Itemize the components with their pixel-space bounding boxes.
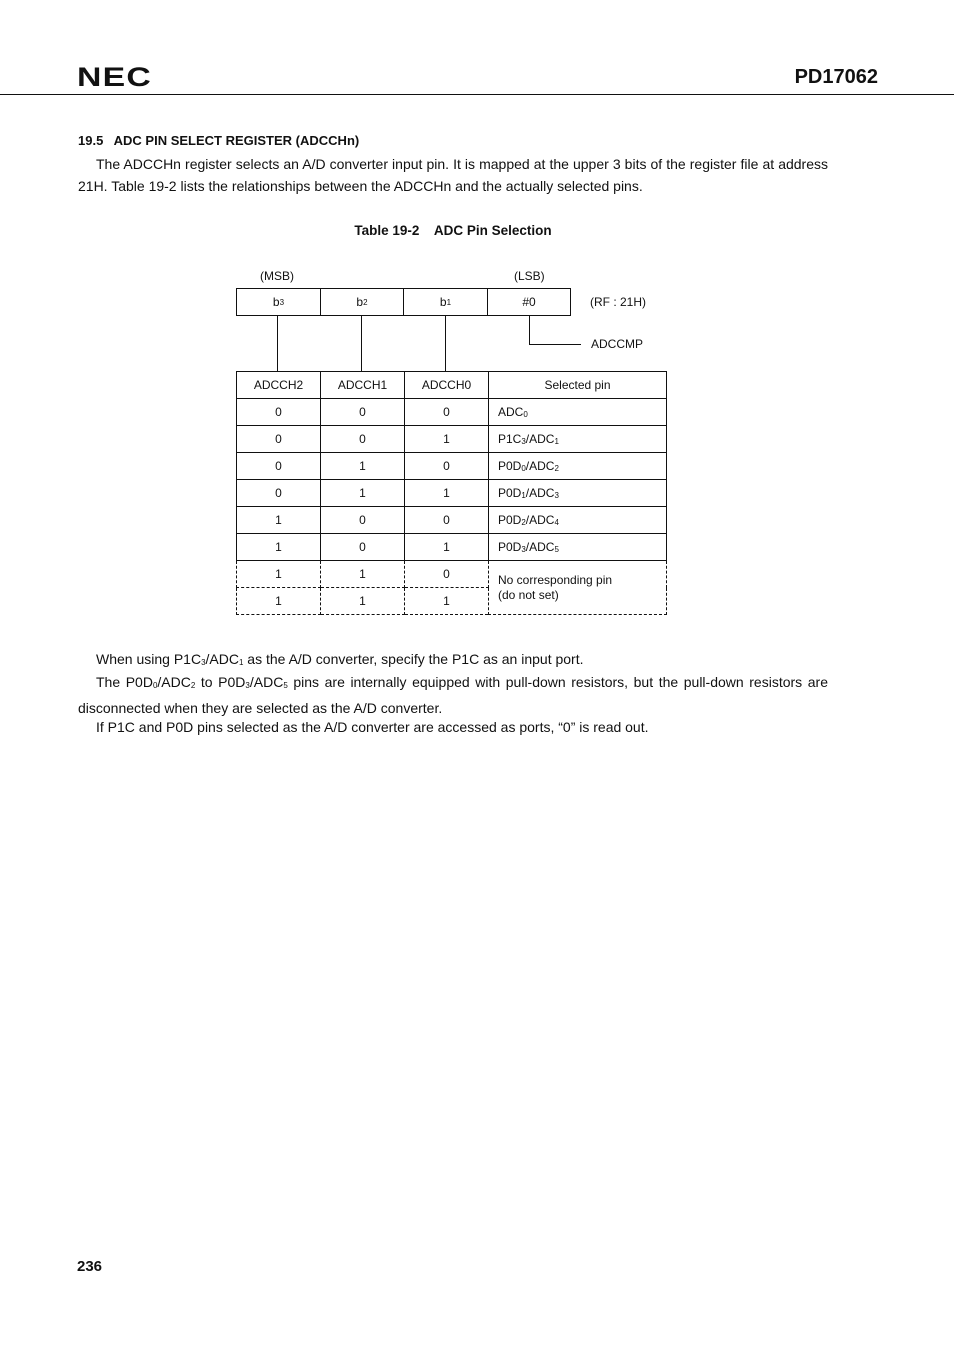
msb-label: (MSB) — [260, 269, 294, 283]
header-rule — [0, 94, 954, 95]
adc-pin-selection-table — [236, 371, 667, 615]
cell-adcch0: 1 — [405, 480, 489, 507]
cell-adcch1: 1 — [321, 480, 405, 507]
cell-adcch0: 0 — [405, 561, 489, 588]
nec-logo: NEC — [77, 62, 153, 92]
cell-selected-pin: $P0D_1/ADC_3$ — [489, 480, 667, 507]
register-bit-2: b 2 — [320, 288, 404, 316]
table-row — [237, 507, 667, 534]
header-adcch1: ADCCH1 — [321, 372, 405, 399]
cell-adcch1: 0 — [321, 399, 405, 426]
cell-adcch0: 0 — [405, 507, 489, 534]
cell-adcch2: 1 — [237, 561, 321, 588]
connector-bit0-horizontal — [529, 344, 581, 345]
cell-adcch0: 1 — [405, 534, 489, 561]
cell-adcch2: 0 — [237, 399, 321, 426]
cell-selected-pin: $P0D_2/ADC_4$ — [489, 507, 667, 534]
cell-adcch0: 0 — [405, 399, 489, 426]
cell-adcch1: 1 — [321, 561, 405, 588]
table-row — [237, 480, 667, 507]
register-bit-0: #0 — [487, 288, 571, 316]
cell-no-corresponding-pin: No corresponding pin (do not set) — [489, 561, 667, 615]
cell-adcch1: 0 — [321, 534, 405, 561]
table-row — [237, 399, 667, 426]
cell-selected-pin: $P0D_3/ADC_5$ — [489, 534, 667, 561]
cell-adcch2: 0 — [237, 480, 321, 507]
cell-adcch2: 1 — [237, 534, 321, 561]
section-intro: The ADCCHn register selects an A/D converter input pin. It is mapped at the upper 3 bits of the register file at address 21H. Table 19-2 lists the relationships between the ADCCHn and the actually selected pins. — [78, 156, 828, 194]
header-selected-pin: Selected pin — [489, 372, 667, 399]
register-address: (RF : 21H) — [590, 295, 647, 309]
connector-bit0 — [529, 316, 530, 345]
table-row — [237, 426, 667, 453]
register-bit-1: b 1 — [403, 288, 488, 316]
note-pull-down: The $P0D_0/ADC_2$ to $P0D_3/ADC_5$ pins are internally equipped with pull-down resistors, but the pull-down resistors are disconnected when they are selected as the A/D converter. — [78, 674, 828, 716]
table-row-reserved — [237, 561, 667, 588]
section-title: 19.5 ADC PIN SELECT REGISTER (ADCCHn) — [78, 133, 360, 148]
note-p1c: When using $P1C_3/ADC_1$ as the A/D converter, specify the P1C as an input port. — [96, 651, 584, 667]
cell-selected-pin: $P1C_3/ADC_1$ — [489, 426, 667, 453]
page-number: 236 — [77, 1258, 103, 1275]
cell-adcch1: 0 — [321, 507, 405, 534]
register-bit-3: b 3 — [236, 288, 321, 316]
cell-adcch1: 0 — [321, 426, 405, 453]
header-adcch2: ADCCH2 — [237, 372, 321, 399]
bit0-name: ADCCMP — [591, 337, 644, 351]
cell-adcch1: 1 — [321, 588, 405, 615]
cell-selected-pin: $ADC_0$ — [489, 399, 667, 426]
table-caption: Table 19-2 ADC Pin Selection — [354, 223, 552, 238]
header-adcch0: ADCCH0 — [405, 372, 489, 399]
cell-adcch1: 1 — [321, 453, 405, 480]
lsb-label: (LSB) — [514, 269, 545, 283]
cell-adcch0: 1 — [405, 426, 489, 453]
cell-adcch2: 0 — [237, 426, 321, 453]
cell-adcch0: 0 — [405, 453, 489, 480]
cell-selected-pin: $P0D_0/ADC_2$ — [489, 453, 667, 480]
connector-bit3 — [277, 316, 278, 371]
cell-adcch2: 1 — [237, 507, 321, 534]
note-read-zero: If P1C and P0D pins selected as the A/D converter are accessed as ports, “0” is read out. — [96, 719, 649, 735]
connector-bit1 — [445, 316, 446, 371]
table-row — [237, 453, 667, 480]
document-id: PD17062 — [794, 66, 878, 88]
cell-adcch2: 1 — [237, 588, 321, 615]
cell-adcch0: 1 — [405, 588, 489, 615]
table-header-row — [237, 372, 667, 399]
connector-bit2 — [361, 316, 362, 371]
table-row — [237, 534, 667, 561]
cell-adcch2: 0 — [237, 453, 321, 480]
